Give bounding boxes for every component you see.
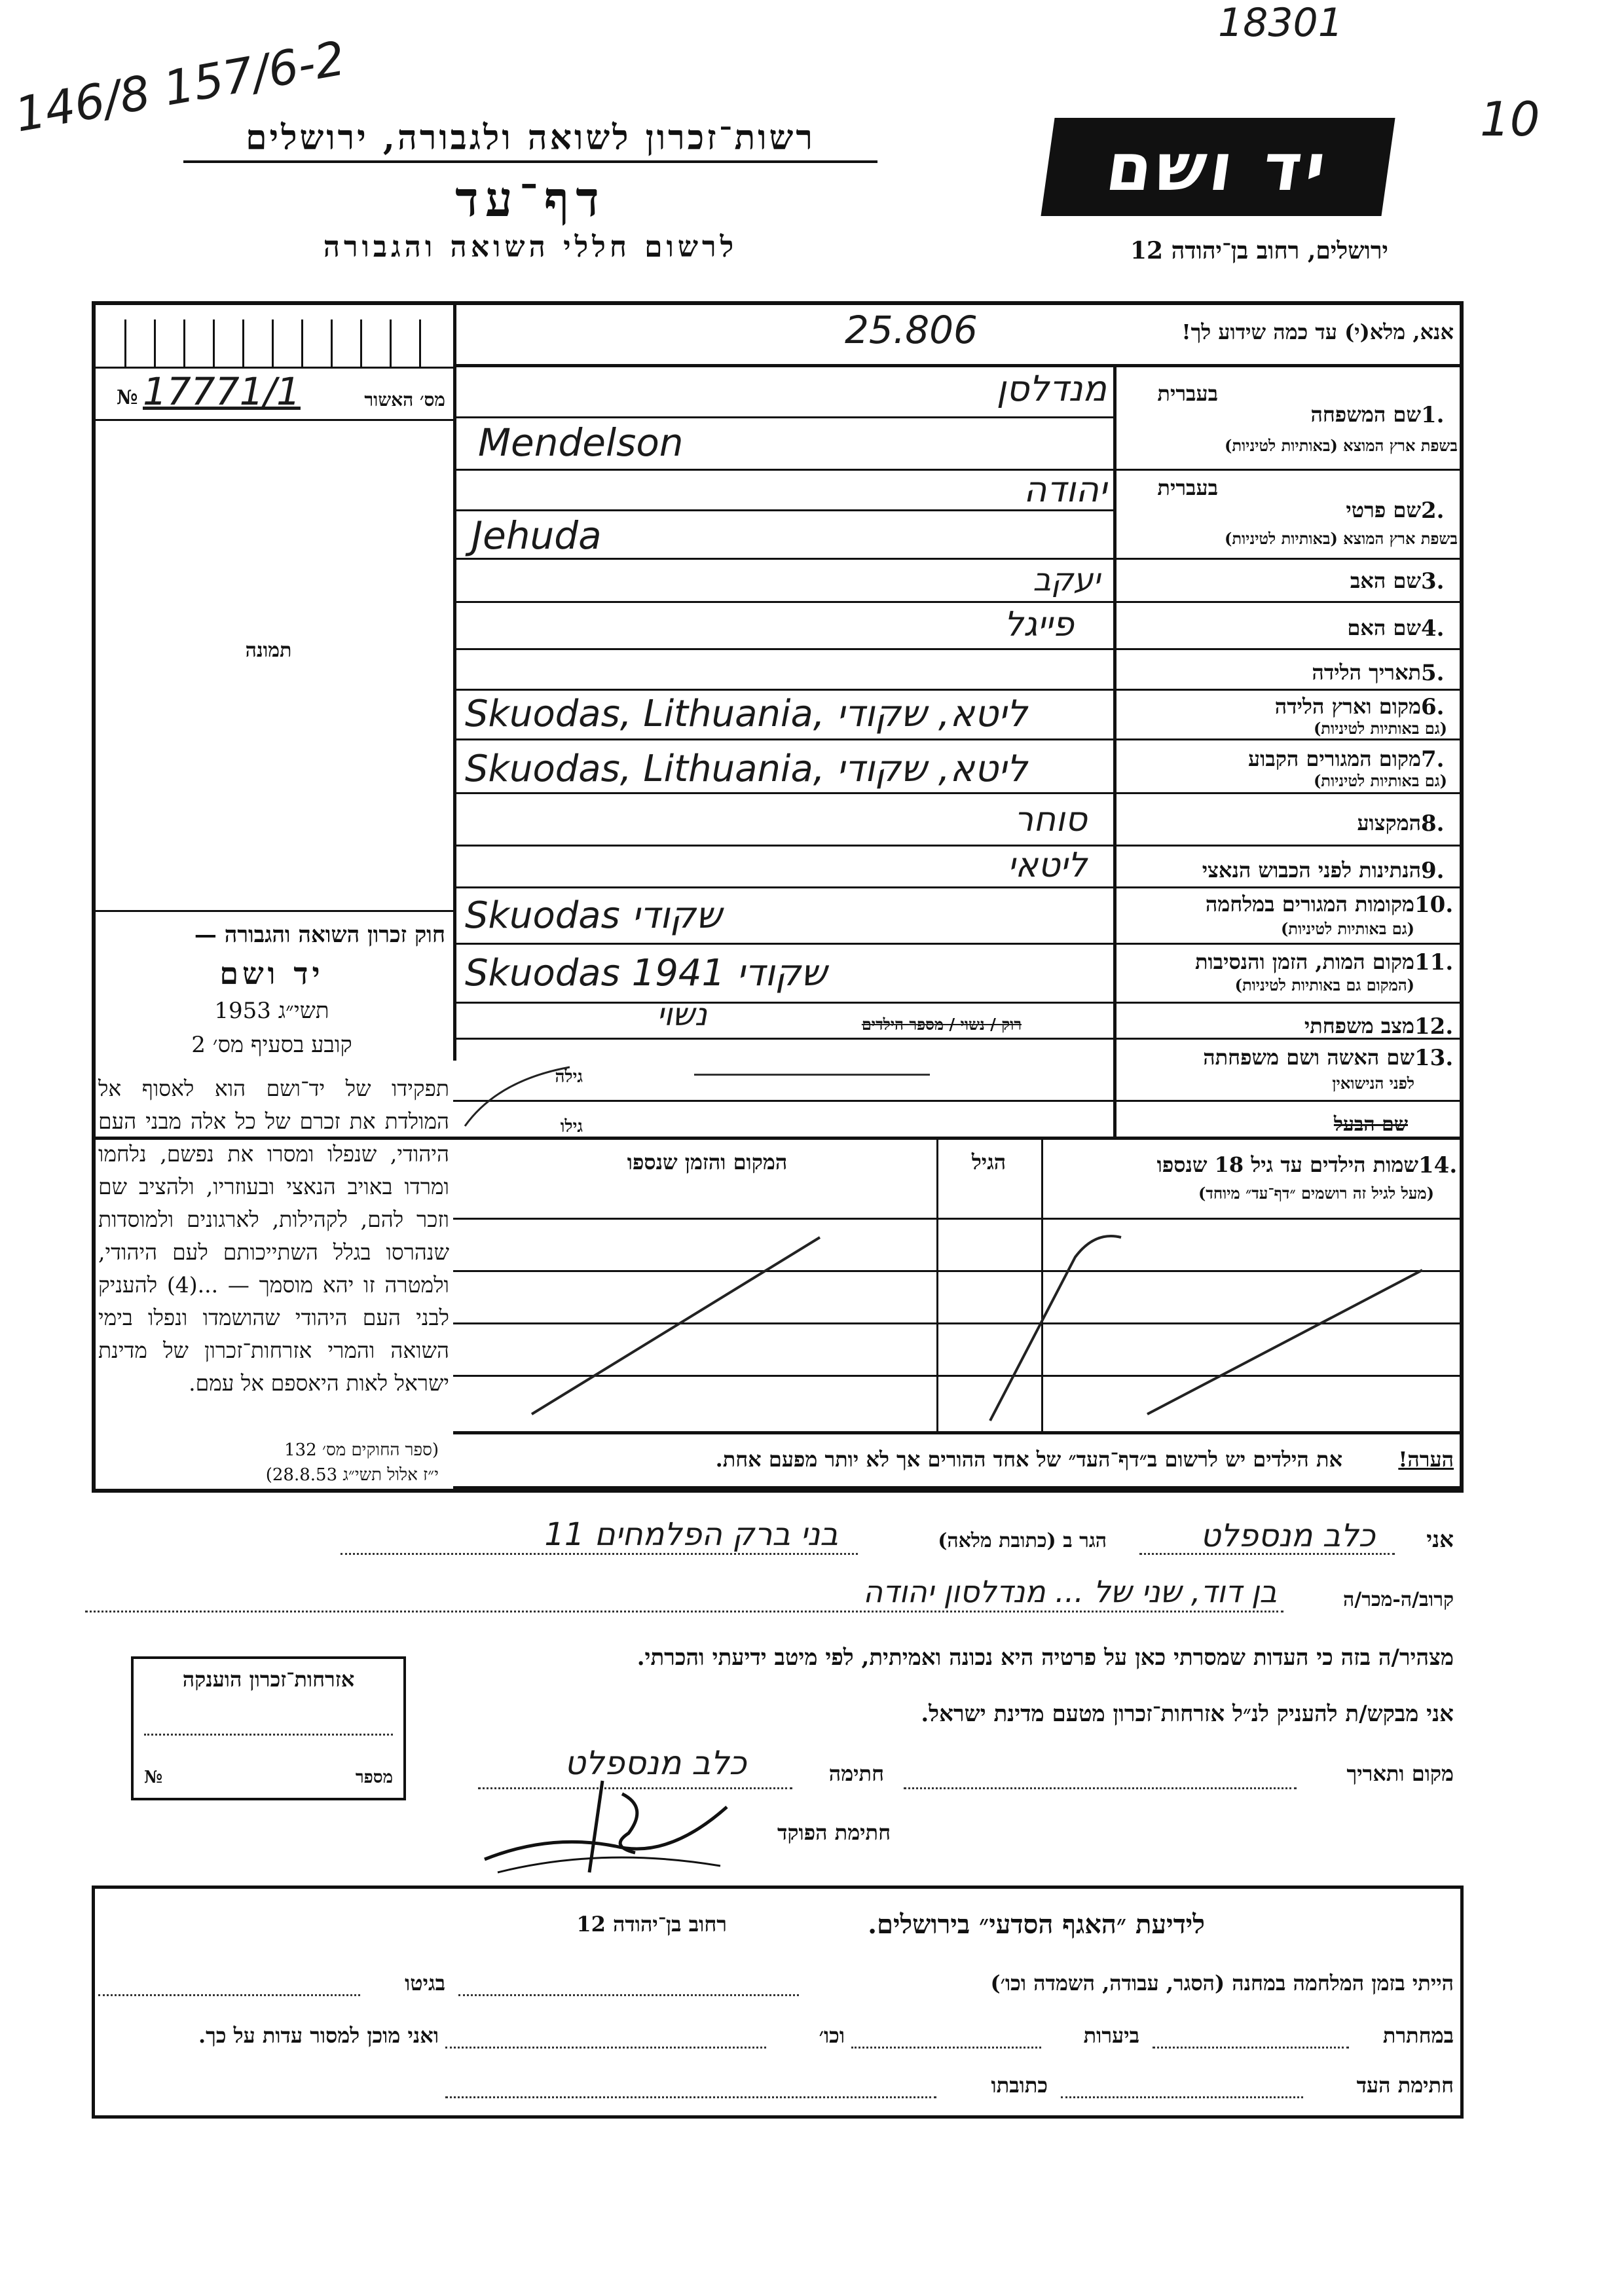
footer-ghetto: בגיטו — [405, 1971, 445, 1995]
citizenship-box-title: אזרחות־זכרון הוענקה — [182, 1667, 355, 1692]
field-12-number: 12. — [1414, 1013, 1454, 1040]
law-text: תפקידו של יד־ושם הוא לאסוף אל המולדת את זכרם של כל אלה מבני העם היהודי, שנפלו ומסרו את נפשם, נלחמו ומרדו באויב הנאצי ובעוזריו, ולהציב שם וזכר להם, לקהילות, לארגונים ולמוסדות שנהרסו בגלל השתייכותם לעם היהודי, ולמטרה זו יהא מוסמך — ...(4) להעניק לבני העם היהודי שהושמדו ונפלו בימי השואה והמרי אזרחות־זכרון של מדינת ישראל לאות היאספם אל עמם. — [98, 1076, 449, 1396]
field-13-wife-age: גילה — [555, 1067, 583, 1087]
field-13-label: שם האשה ושם משפחתה — [1203, 1045, 1414, 1070]
field-13-sub: לפני הנישואין — [1332, 1074, 1414, 1093]
decl-relation-value: בן דוד, שני של ... מנדלסון יהודה — [862, 1574, 1277, 1609]
footer-forests: ביערות — [1083, 2023, 1139, 2048]
field-1-tag: בעברית — [1157, 381, 1218, 406]
footer-witness-sig: חתימת העד — [1356, 2073, 1454, 2098]
field-5-label: תאריך הלידה — [1312, 660, 1421, 685]
field-8-value: סוחר — [1014, 800, 1087, 839]
field-7-value: Skuodas, Lithuania, ליטא, שקודי — [465, 748, 1027, 790]
corner-annotation: 146/8 157/6-2 — [10, 30, 350, 143]
field-9-number: 9. — [1421, 858, 1445, 884]
archive-number: 18301 — [1218, 0, 1343, 46]
field-3-value: יעקב — [1033, 562, 1100, 598]
signature-value: כלב מנספלט — [564, 1744, 747, 1782]
footer-address-label: כתובתו — [991, 2073, 1048, 2098]
fill-instruction: אנא, מלא(י) עד כמה שידוע לך! — [1181, 319, 1454, 344]
citizenship-number-label: מספר — [355, 1768, 393, 1787]
law-source-1: (ספר החוקים מס׳ 132 — [284, 1440, 439, 1460]
field-6-sub: (גם באותיות לטיניות) — [1313, 719, 1447, 738]
field-2-number: 2. — [1421, 498, 1445, 524]
decl-i-value: כלב מנספלט — [1200, 1518, 1375, 1554]
children-col-age: הגיל — [971, 1150, 1006, 1175]
signature-label: חתימה — [828, 1761, 884, 1786]
footer-ready: ואני מוכן למסור עדות על כך. — [198, 2023, 439, 2048]
note-text: את הילדים יש לרשום ב״דף־העד״ של אחד ההורים אך לא יותר מפעם אחת. — [715, 1447, 1342, 1472]
field-7-sub: (גם באותיות לטיניות) — [1313, 771, 1447, 790]
field-8-label: המקצוע — [1357, 811, 1421, 835]
field-13-number: 13. — [1414, 1045, 1454, 1071]
field-1-label: שם המשפחה — [1310, 402, 1421, 427]
decl-statement: מצהיר/ה בזה כי העדות שמסרתי כאן על פרטיה היא נכונה ואמיתית, לפי מיטב ידיעתי והכרתי. — [637, 1645, 1454, 1671]
law-clause: קובע בסעיף מס׳ 2 — [191, 1032, 352, 1058]
field-9-label: הנתינות לפני הכבוש הנאצי — [1202, 858, 1421, 883]
law-name: יד ושם — [219, 956, 324, 991]
field-4-label: שם האם — [1347, 615, 1421, 640]
field-6-value: Skuodas, Lithuania, ליטא, שקודי — [465, 693, 1027, 735]
field-6-number: 6. — [1421, 694, 1445, 720]
yad-vashem-logo — [1041, 118, 1395, 216]
citizenship-no-symbol: № — [144, 1768, 163, 1787]
children-strike-marks — [453, 1218, 1462, 1427]
form-title: דף־עד — [455, 172, 606, 228]
decl-i-label: אני — [1426, 1527, 1454, 1553]
children-label: שמות הילדים עד גיל 18 שנספו — [1156, 1152, 1418, 1177]
field-1-latin: Mendelson — [478, 420, 684, 465]
field-2-sub: בשפת ארץ המוצא (באותיות לטיניות) — [1225, 529, 1458, 548]
field-10-value: Skuodas שקודי — [465, 894, 722, 937]
field-11-number: 11. — [1414, 949, 1454, 975]
field-2-label: שם פרטי — [1346, 498, 1421, 522]
field-2-latin: Jehuda — [471, 513, 602, 558]
field-4-number: 4. — [1421, 615, 1445, 642]
decl-residing-value: בני ברק הפלמחים 11 — [544, 1516, 838, 1553]
field-13-husband-label: שם הבעל — [1333, 1113, 1408, 1136]
footer-address: רחוב בן־יהודה 12 — [576, 1912, 727, 1937]
field-3-label: שם האב — [1350, 568, 1421, 593]
field-9-value: ליטאי — [1007, 846, 1087, 885]
decl-relation-label: קרוב/ה-מכר/ה — [1343, 1588, 1454, 1611]
note-title: הערה! — [1398, 1447, 1454, 1472]
field-5-number: 5. — [1421, 660, 1445, 686]
footer-line1: הייתי בזמן המלחמה במחנה (הסגר, עבודה, השמדה וכו׳) — [990, 1971, 1454, 1995]
field-11-value: Skuodas 1941 שקודי — [465, 952, 827, 994]
field-11-label: מקום המות, הזמן והנסיבות — [1194, 949, 1414, 974]
field-1-hebrew: מנדלסן — [996, 368, 1107, 409]
footer-etc: וכו׳ — [819, 2023, 845, 2048]
field-7-label: מקום המגורים הקבוע — [1248, 746, 1421, 771]
org-line: רשות־זכרון לשואה ולגבורה, ירושלים — [183, 118, 877, 163]
decl-residing-label: הגר ב (כתובת מלאה) — [938, 1529, 1107, 1552]
field-8-number: 8. — [1421, 811, 1445, 837]
field-13-husband-age: גילו — [560, 1117, 583, 1137]
officer-sig-label: חתימת הפוקד — [777, 1820, 891, 1845]
field-12-value: נשוי — [656, 996, 707, 1033]
field-3-number: 3. — [1421, 568, 1445, 594]
children-col-place: המקום והזמן שנספו — [627, 1150, 788, 1175]
field-12-options: רוק / נשוי / מספר הילדים — [861, 1015, 1022, 1034]
field-10-number: 10. — [1414, 892, 1454, 918]
field-10-sub: (גם באותיות לטיניות) — [1280, 919, 1414, 938]
approval-number: 17771/1 — [143, 369, 301, 414]
field-1-sub: בשפת ארץ המוצא (באותיות לטיניות) — [1225, 436, 1458, 455]
decl-request: אני מבקש/ת להעניק לנ״ל אזרחות־זכרון מטעם מדינת ישראל. — [921, 1701, 1454, 1727]
field-2-hebrew: יהודה — [1024, 469, 1107, 510]
approval-no-symbol: № — [117, 386, 138, 409]
logo-text: יד ושם — [1101, 128, 1335, 206]
field-12-label: מצב משפחתי — [1304, 1013, 1414, 1038]
law-title: חוק זכרון השואה והגבורה — — [194, 922, 445, 948]
instruction-value: 25.806 — [845, 308, 978, 352]
form-subtitle: לרשום חללי השואה והגבורה — [323, 230, 738, 264]
children-sub: (מעל לגיל זה רושמים ״דף־עד״ מיוחד) — [1198, 1184, 1434, 1203]
field-4-value: פייגל — [1004, 605, 1074, 644]
field-14-number: 14. — [1418, 1152, 1458, 1178]
officer-signature — [471, 1768, 747, 1879]
approval-label: מס׳ האשור — [364, 389, 445, 410]
field-7-number: 7. — [1421, 746, 1445, 773]
footer-title: לידיעת ״האגף הסדעי״ בירושלים. — [868, 1909, 1205, 1940]
address: ירושלים, רחוב בן־יהודה 12 — [1130, 237, 1388, 264]
margin-annotation: 10 — [1480, 92, 1540, 147]
field-10-label: מקומות המגורים במלחמה — [1205, 892, 1414, 917]
place-date-label: מקום ותאריך — [1346, 1761, 1454, 1786]
footer-underground: במחתרת — [1382, 2023, 1454, 2048]
law-source-2: י״ז אלול תשי״ג 28.8.53) — [265, 1465, 439, 1485]
field-1-number: 1. — [1421, 402, 1445, 428]
law-year: תשי״ג 1953 — [214, 998, 329, 1024]
field-6-label: מקום וארץ הלידה — [1274, 694, 1421, 719]
field-11-sub: (המקום גם באותיות לטיניות) — [1234, 975, 1414, 994]
field-2-tag: בעברית — [1157, 475, 1218, 500]
photo-placeholder: תמונה — [245, 639, 292, 662]
field-13-strike — [458, 1054, 576, 1133]
